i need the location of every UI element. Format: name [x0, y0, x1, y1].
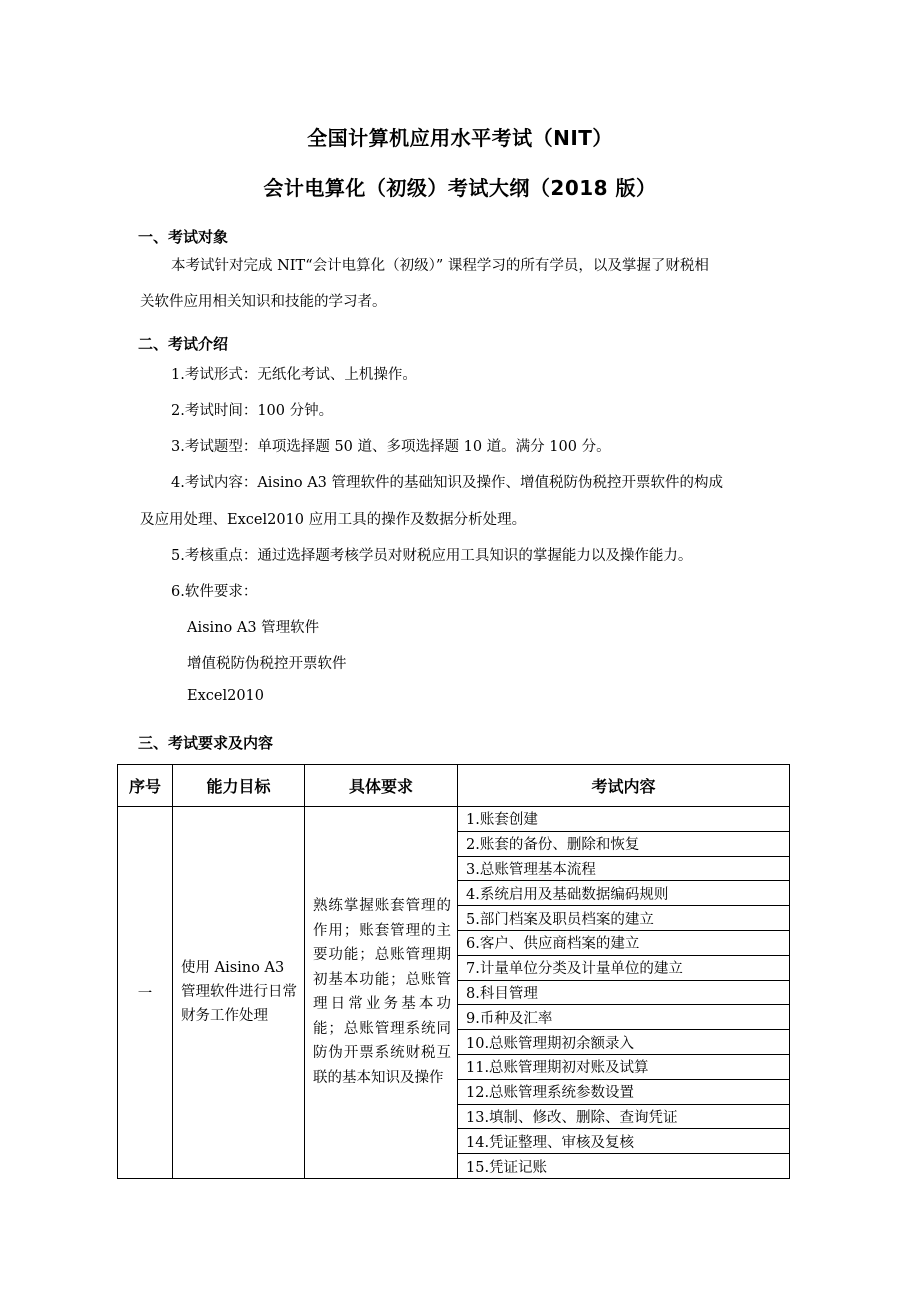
content-item: 11.总账管理期初对账及试算 — [458, 1054, 790, 1079]
content-item: 14.凭证整理、审核及复核 — [458, 1129, 790, 1154]
paragraph-line: 本考试针对完成 NIT“会计电算化（初级）” 课程学习的所有学员，以及掌握了财税相 — [171, 258, 709, 274]
section-heading-requirements: 三、考试要求及内容 — [138, 734, 274, 752]
content-item: 9.币种及汇率 — [458, 1005, 790, 1030]
content-item: 13.填制、修改、删除、查询凭证 — [458, 1104, 790, 1129]
document-title: 全国计算机应用水平考试（NIT） — [307, 126, 613, 150]
intro-item-question-types: 3.考试题型：单项选择题 50 道、多项选择题 10 道。满分 100 分。 — [171, 439, 611, 455]
software-item: Aisino A3 管理软件 — [187, 620, 320, 636]
content-item: 15.凭证记账 — [458, 1154, 790, 1179]
intro-item-content-cont: 及应用处理、Excel2010 应用工具的操作及数据分析处理。 — [140, 512, 527, 528]
cell-goal: 使用 Aisino A3 管理软件进行日常财务工作处理 — [173, 807, 305, 1179]
content-item: 7.计量单位分类及计量单位的建立 — [458, 955, 790, 980]
intro-item-focus: 5.考核重点：通过选择题考核学员对财税应用工具知识的掌握能力以及操作能力。 — [171, 548, 693, 564]
intro-item-form: 1.考试形式：无纸化考试、上机操作。 — [171, 367, 417, 383]
section-heading-exam-intro: 二、考试介绍 — [138, 335, 229, 353]
table-row — [118, 807, 790, 832]
cell-seq: 一 — [118, 807, 173, 1179]
content-item: 6.客户、供应商档案的建立 — [458, 930, 790, 955]
cell-requirement: 熟练掌握账套管理的作用；账套管理的主要功能；总账管理期初基本功能；总账管理日常业务基本功能；总账管理系统同防伪开票系统财税互联的基本知识及操作 — [305, 807, 458, 1179]
content-item: 3.总账管理基本流程 — [458, 856, 790, 881]
table-header-row — [118, 765, 790, 807]
content-item: 1.账套创建 — [458, 807, 790, 832]
document-subtitle: 会计电算化（初级）考试大纲（2018 版） — [263, 176, 657, 200]
header-content: 考试内容 — [458, 765, 790, 807]
section-heading-exam-target: 一、考试对象 — [138, 228, 229, 246]
header-seq: 序号 — [118, 765, 173, 807]
content-item: 4.系统启用及基础数据编码规则 — [458, 881, 790, 906]
software-item: 增值税防伪税控开票软件 — [187, 656, 347, 672]
intro-item-software: 6.软件要求： — [171, 584, 258, 600]
content-item: 10.总账管理期初余额录入 — [458, 1030, 790, 1055]
header-requirement: 具体要求 — [305, 765, 458, 807]
intro-item-time: 2.考试时间：100 分钟。 — [171, 403, 334, 419]
intro-item-content: 4.考试内容：Aisino A3 管理软件的基础知识及操作、增值税防伪税控开票软件的构成 — [171, 475, 724, 491]
content-item: 8.科目管理 — [458, 980, 790, 1005]
header-goal: 能力目标 — [173, 765, 305, 807]
software-item: Excel2010 — [187, 688, 265, 704]
content-item: 12.总账管理系统参数设置 — [458, 1079, 790, 1104]
content-item: 5.部门档案及职员档案的建立 — [458, 906, 790, 931]
requirements-table — [117, 764, 790, 1179]
paragraph-line: 关软件应用相关知识和技能的学习者。 — [140, 294, 387, 310]
content-item: 2.账套的备份、删除和恢复 — [458, 831, 790, 856]
